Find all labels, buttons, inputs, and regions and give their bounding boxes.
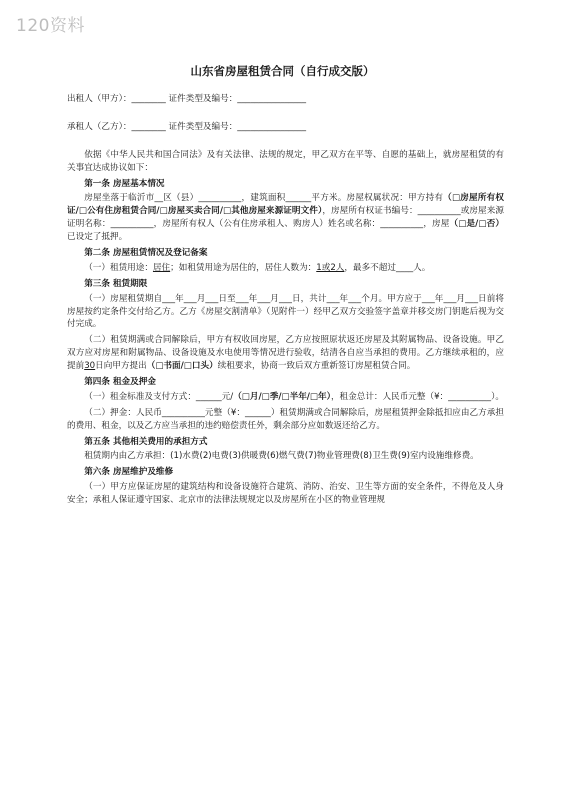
days-value: 30 [84, 361, 96, 372]
article-6-paragraph: （一）甲方应保证房屋的建筑结构和设备设施符合建筑、消防、治安、卫生等方面的安全条件，不得危及人身安全；承租人保证遵守国家、北京市的法律法规规定以及房屋所在小区的物业管理规 [67, 482, 504, 506]
intro-paragraph: 依据《中华人民共和国合同法》及有关法律、法规的规定，甲乙双方在平等、自愿的基础上，就房屋租赁的有关事宜达成协议如下： [67, 149, 504, 173]
article-2-heading: 第二条 房屋租赁情况及登记备案 [84, 248, 208, 259]
text: ，最多不超过 [344, 262, 396, 273]
max-persons-blank: ____ [395, 262, 414, 273]
article-4-paragraph-1 [67, 391, 504, 404]
text: （见附件一）经甲乙双方交验签字盖章并移交房门钥匙后视为交付完成。 [67, 306, 504, 330]
text: ，房屋所有权证书编号：__________或房屋来源证明名称：__________，房屋所有权人（公有住房承租人、购房人）姓名或名称：__________，房屋 [67, 206, 504, 230]
use-value: 居住 [152, 262, 171, 273]
request-options: （□书面/□口头） [146, 361, 218, 372]
text: 日向甲方提出 [95, 361, 147, 372]
article-1-paragraph [67, 192, 504, 244]
text: （二）租赁期满或合同解除后，甲方有权收回房屋，乙方应按照原状返还房屋及其附属物品、设备设施。甲乙双方应对房屋和附属物品、设备设施及水电使用等情况进行验收，结清各自应当承担的费用。乙方继续承租的，应提前 [67, 335, 504, 372]
article-3-paragraph-2 [67, 334, 504, 373]
persons-value: 1或2人 [316, 262, 345, 273]
article-3-paragraph-1 [67, 293, 504, 332]
text: （一）租金标准及支付方式：______元/ [84, 391, 234, 402]
text: （一）房屋租赁期自___年___月___日至___年___月___日，共计___年___个月。甲方应于___年___月___日前将房屋按约定条件交付给乙方。乙方《房屋交割清单》 [67, 293, 504, 317]
article-5-heading: 第五条 其他相关费用的承担方式 [84, 436, 208, 447]
text: 房屋坐落于临沂市__区（县）__________，建筑面积______平方米。房屋权属状况：甲方持有 [84, 193, 444, 204]
payment-period-options: （□月/□季/□半年/□年） [233, 391, 331, 402]
text: ；如租赁用途为居住的，居住人数为： [170, 262, 317, 273]
lessor-line: 出租人（甲方）：________ 证件类型及编号：________________ [67, 94, 307, 104]
article-4-paragraph-2: （二）押金：人民币__________元整（¥：______）租赁期满或合同解除后，房屋租赁押金除抵扣应由乙方承担的费用、租金，以及乙方应当承担的违约赔偿责任外，剩余部分应如数返还给乙方。 [67, 407, 504, 431]
document-title: 山东省房屋租赁合同（自行成交版） [190, 64, 375, 78]
mortgage-options: （□是/□否） [449, 219, 504, 230]
contract-body [67, 93, 504, 510]
article-4-heading: 第四条 租金及押金 [84, 377, 156, 388]
ownership-options: （□房屋所有权证/□公有住房租赁合同/□房屋买卖合同/□其他房屋来源证明文件） [67, 193, 504, 217]
text: 已设定了抵押。 [67, 232, 128, 243]
watermark: 120资料 [16, 16, 85, 36]
article-6-heading: 第六条 房屋维护及维修 [84, 467, 174, 478]
text: （一）租赁用途： [84, 262, 153, 273]
lessee-line: 承租人（乙方）：________ 证件类型及编号：________________ [67, 121, 307, 132]
text: 续租要求，协商一致后双方重新签订房屋租赁合同。 [217, 361, 416, 372]
article-3-heading: 第三条 租赁期限 [84, 278, 148, 289]
article-2-paragraph [67, 262, 504, 275]
text: 人。 [413, 262, 431, 273]
article-5-paragraph: 租赁期内由乙方承担：(1)水费(2)电费(3)供暖费(6)燃气费(7)物业管理费(8)卫生费(9)室内设施维修费。 [84, 451, 479, 462]
text: ，租金总计：人民币元整（¥：__________）。 [330, 391, 504, 402]
article-1-heading: 第一条 房屋基本情况 [84, 178, 165, 189]
